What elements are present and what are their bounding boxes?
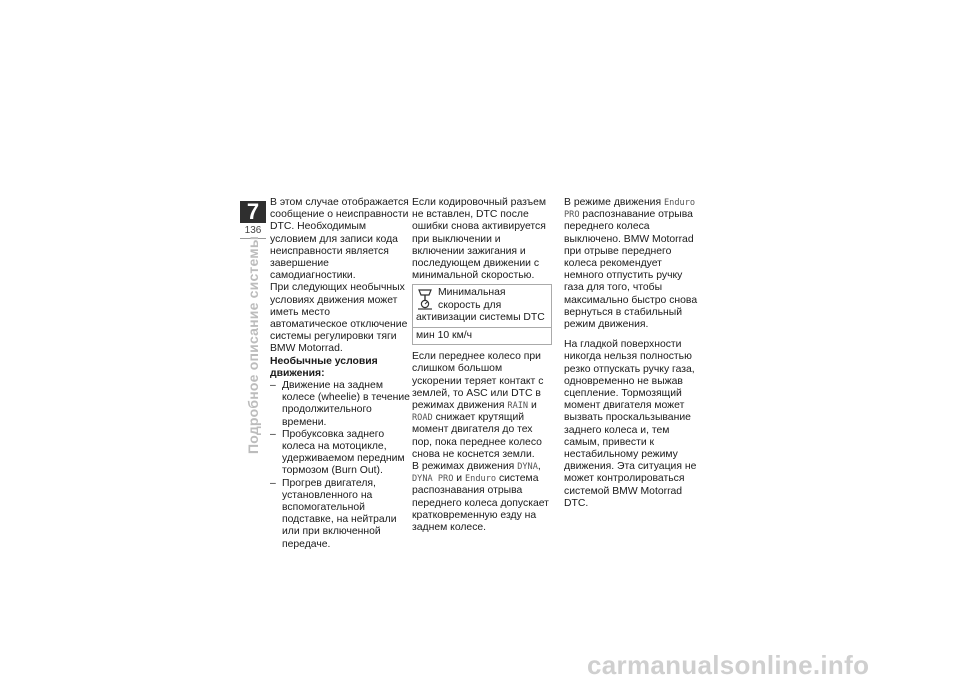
text-column-1 xyxy=(270,197,410,551)
section-title-vertical: Подробное описание системы xyxy=(245,236,261,454)
note-header xyxy=(413,285,551,327)
text-run: , xyxy=(537,461,541,473)
text-run: система распознавания отрыва переднего колеса допускает кратковременную езду на заднем колесе. xyxy=(412,473,549,534)
list-item: – Движение на заднем колесе (wheelie) в течение продолжительного времени. xyxy=(270,380,410,429)
smooth-surface-paragraph: На гладкой поверхности никогда нельзя полностью резко отпускать ручку газа, одновременно не выжав сцепление. Тормозящий момент двигателя может вызвать проскальзывание заднего колеса и, тем самым, привести к нестабильному режиму движения. Эта ситуация не может контролироваться системой BMW Motorrad DTC. xyxy=(564,339,697,509)
unusual-conditions-list xyxy=(270,380,410,551)
mode-enduro: Enduro xyxy=(465,474,497,485)
list-item: – Пробуксовка заднего колеса на мотоцикле, удерживаемом передним тормозом (Burn Out). xyxy=(270,429,410,478)
mode-dyna-pro: DYNA PRO xyxy=(412,474,454,485)
list-item: – Прогрев двигателя, установленного на вспомогательной подставке, на нейтрали или при включенной передаче. xyxy=(270,478,410,551)
reactivation-paragraph: Если кодировочный разъем не вставлен, DTC после ошибки снова активируется при выключении и включении зажигания и последующем движении с минимальной скоростью. xyxy=(412,197,547,282)
text-column-3 xyxy=(564,197,704,510)
text-run: и xyxy=(456,473,463,485)
text-run: распознавание отрыва переднего колеса выключено. BMW Motorrad при отрыве переднего колеса рекомендует немного отпустить ручку газа для того, чтобы максимально быстро снова вернуться в стабильный режим движения. xyxy=(564,209,698,331)
motorcycle-gauge-icon xyxy=(416,288,434,310)
mode-rain: RAIN xyxy=(507,401,529,412)
mode-road: ROAD xyxy=(412,413,433,424)
watermark: carmanualsonline.info xyxy=(587,650,870,680)
enduro-pro-paragraph xyxy=(564,197,704,331)
page-number: 136 xyxy=(244,225,262,236)
note-title: Минимальная скорость для активизации системы DTC xyxy=(416,287,545,323)
front-wheel-lift-paragraph xyxy=(412,351,552,461)
text-run: В режимах движения xyxy=(412,461,515,473)
text-column-2 xyxy=(412,197,552,534)
conditions-paragraph: При следующих необычных условиях движения может иметь место автоматическое отключение системы регулировки тяги BMW Motorrad. xyxy=(270,282,408,355)
intro-paragraph: В этом случае отображается сообщение о неисправности DTC. Необходимым условием для записи кода неисправности является завершение самодиагностики. xyxy=(270,197,409,282)
chapter-number: 7 xyxy=(240,201,266,223)
text-run: В режиме движения xyxy=(564,197,662,208)
mode-enduro-pro: Enduro PRO xyxy=(564,198,696,221)
text-run: снижает крутящий момент двигателя до тех пор, пока переднее колесо снова не коснется земли. xyxy=(412,412,542,460)
note-value: мин 10 км/ч xyxy=(413,327,551,344)
unusual-conditions-heading: Необычные условия движения: xyxy=(270,355,378,379)
wheelie-modes-paragraph xyxy=(412,461,552,534)
min-speed-note xyxy=(412,284,552,345)
mode-dyna: DYNA xyxy=(517,462,538,473)
text-run: и xyxy=(530,400,537,412)
text-run: Если переднее колесо при слишком большом ускорении теряет контакт с землей, то ASC или DTC в режимах движения xyxy=(412,351,544,412)
